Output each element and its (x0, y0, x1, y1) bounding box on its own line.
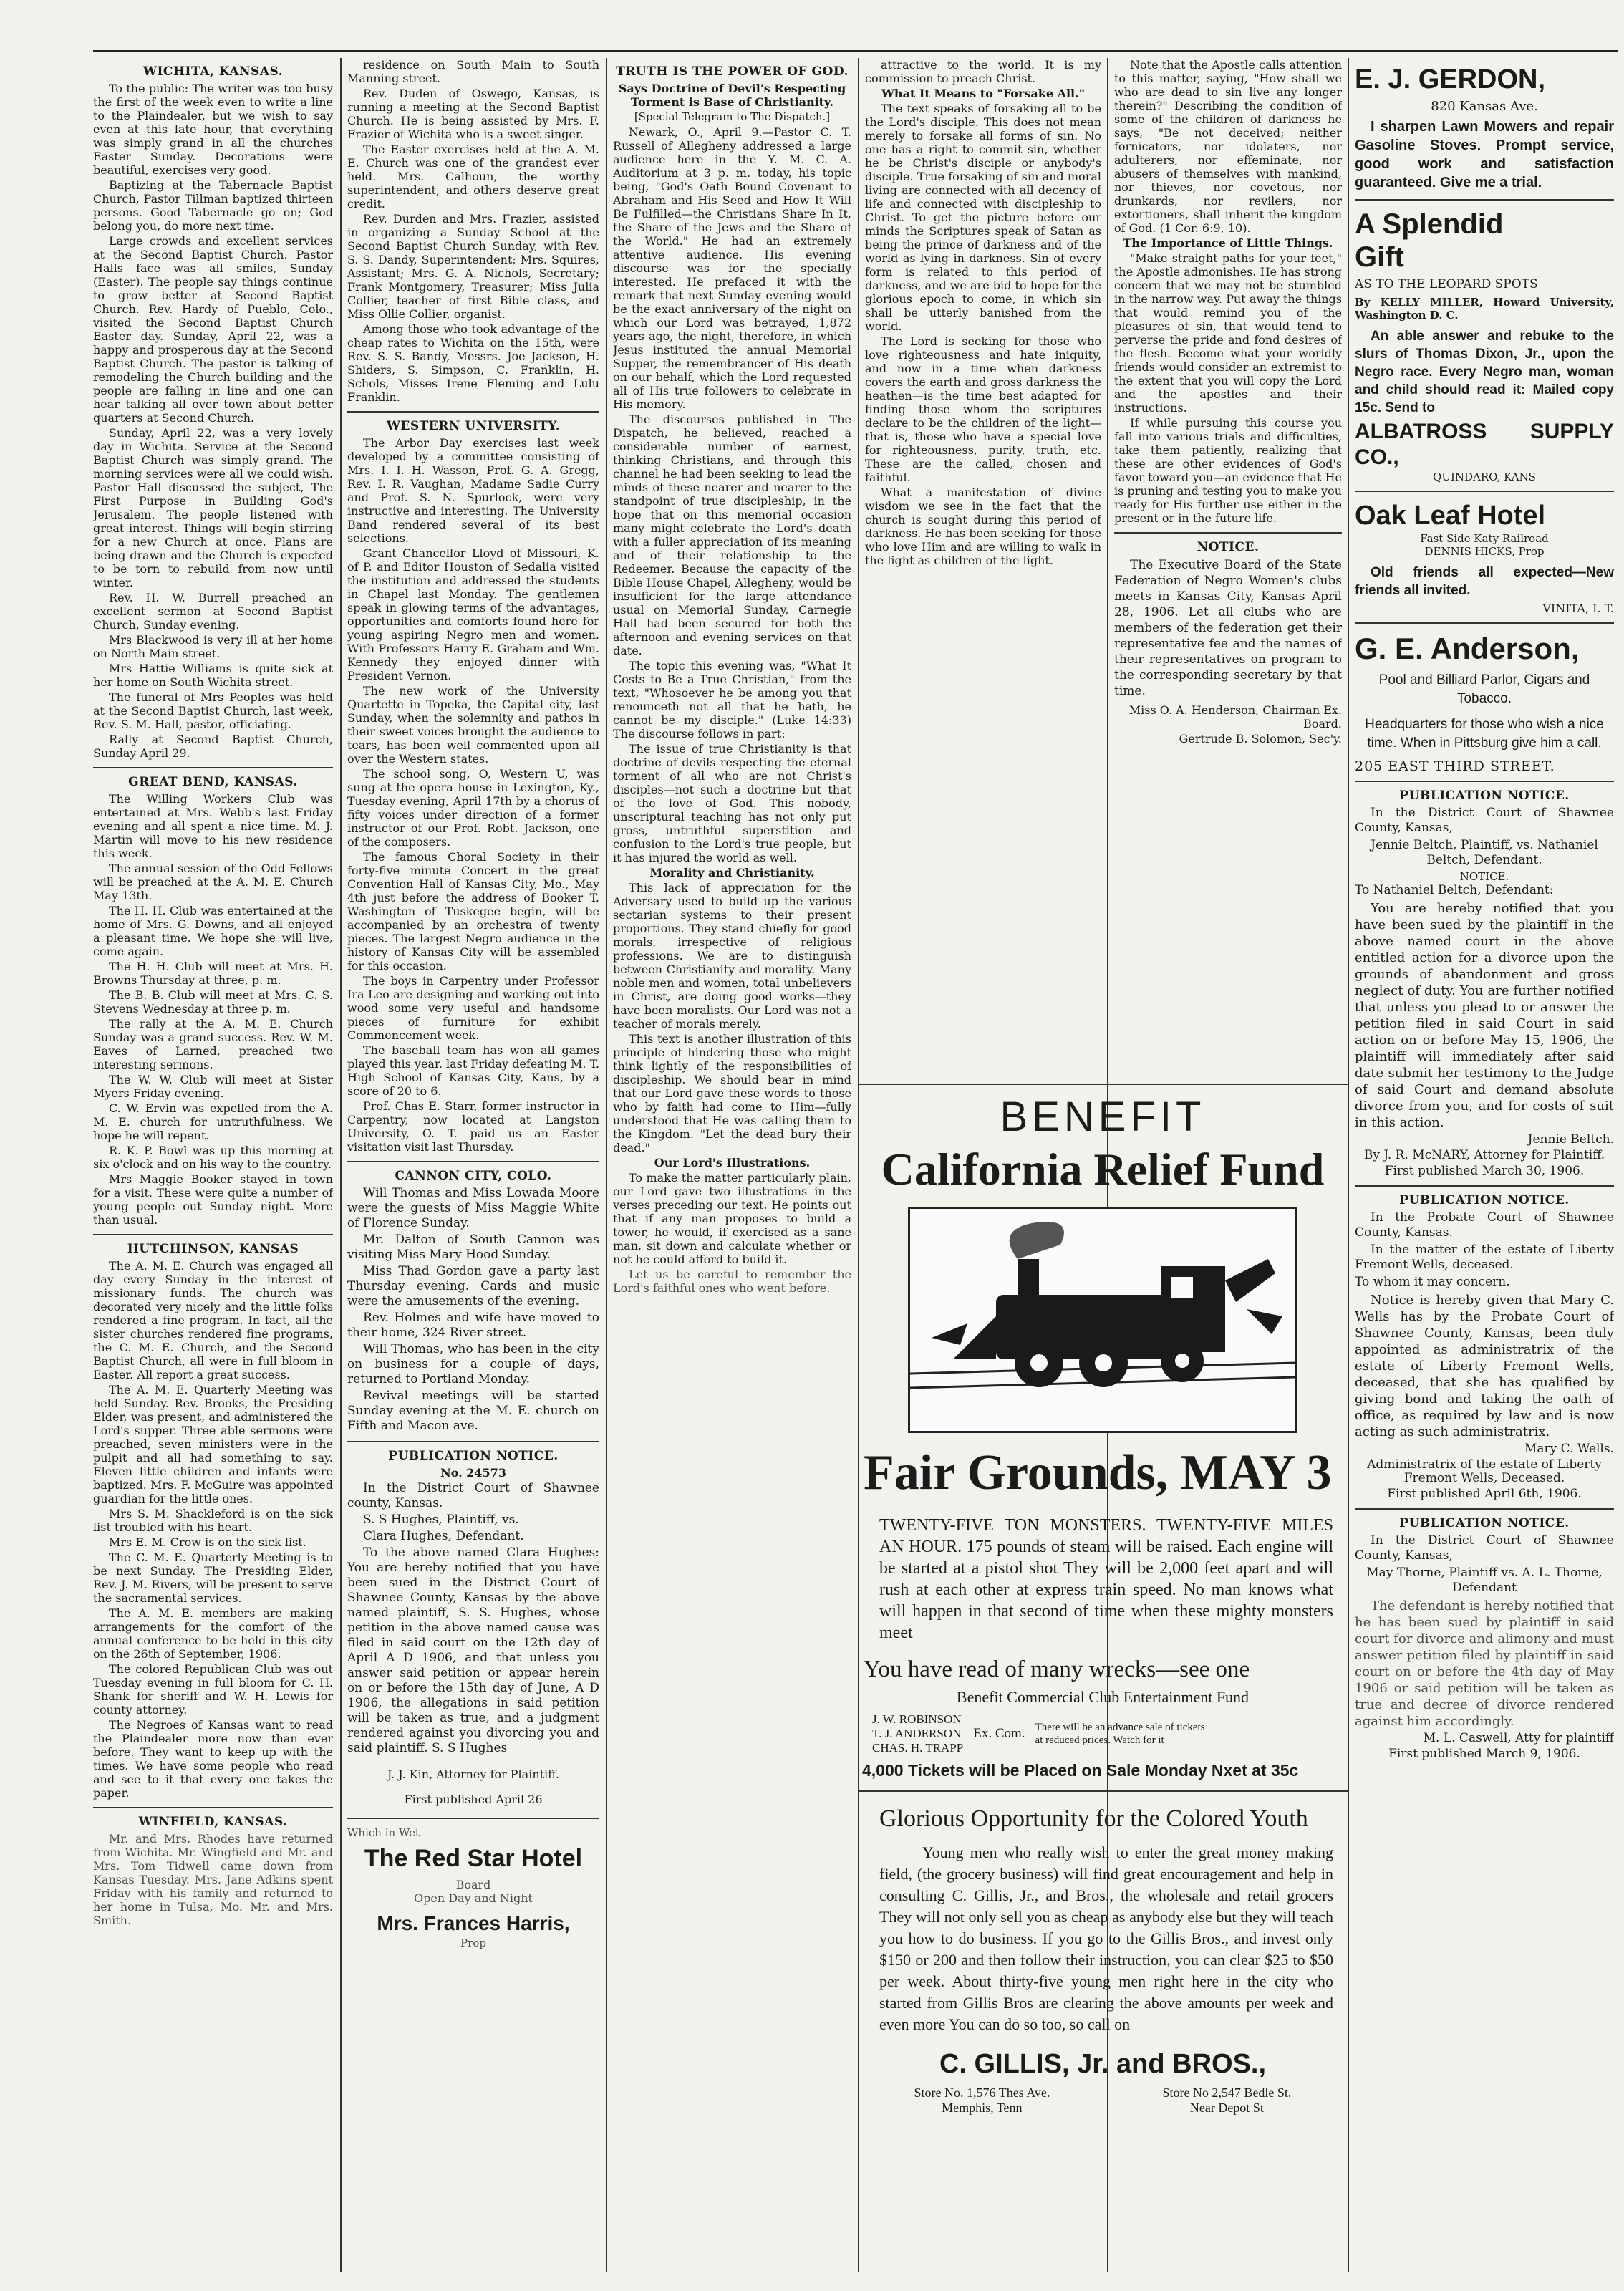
legal-court: In the District Court of Shawnee County, Kansas, (1355, 1533, 1614, 1563)
committee-names: J. W. ROBINSON T. J. ANDERSON CHAS. H. TRAPP (872, 1712, 964, 1755)
headline-publication-notice: PUBLICATION NOTICE. (388, 1449, 559, 1463)
anderson-address: 205 EAST THIRD STREET. (1355, 758, 1555, 774)
section-heading: Morality and Christianity. (649, 866, 815, 879)
publication-notice-heading: PUBLICATION NOTICE. (1399, 1193, 1570, 1207)
headline-cannon-city: CANNON CITY, COLO. (395, 1169, 552, 1183)
article-paragraph: This lack of appreciation for the Adversary used to build up the various sectarian systems to their present proportions. They stand chiefly for good morals, irrespective of religious professions. We are to distinguish between Christianity and morality. Many noble men and women, total unbelievers in Christ, are doing good works—they have been moralists. Our Lord was not a teacher of morals merely. (613, 881, 851, 1031)
gillis-body: Young men who really wish to enter the great money making field, (the grocery business) will find great encouragement and help in consulting C. Gillis, Jr., and Bros., the wholesale and retail grocers They will not only sell you as cheap as anybody else but they will teach you how to do business. If you go to the Gillis Bros., and invest only $150 or 200 and then follow their instruction, you can clear $25 to $50 per week. About thirty-five young men right here in the city who started from Gillis Bros are clearing the above amounts per week and even more You can do so too, so call on (879, 1843, 1333, 2033)
article-paragraph: The funeral of Mrs Peoples was held at the Second Baptist Church, last week, Rev. S. M. Hall, pastor, officiating. (93, 690, 333, 731)
article-paragraph: The new work of the University Quartette in Topeka, the Capital city, last Sunday, when the solemnity and pathos in their sweet voices brought the audience to tears, has been well commented upon all over the Western states. (347, 684, 599, 766)
relief-fund-title: California Relief Fund (881, 1144, 1325, 1195)
committee-label: Ex. Com. (973, 1726, 1025, 1741)
gillis-near: Near Depot St (1189, 2101, 1264, 2115)
column-rule (1348, 58, 1349, 2272)
legal-published: First published March 9, 1906. (1388, 1747, 1580, 1761)
article-paragraph: "Make straight paths for your feet," the Apostle admonishes. He has strong concern that we may not be stumbled in the narrow way. Put away the things that would remind you of the pleasures of sin, that would tend to perverse the pride and fond desires of the flesh. Become what your worldly friends would consider an extremist to the extent that you will copy the Lord and the apostles and their instructions. (1114, 251, 1342, 415)
article-paragraph: To the public: The writer was too busy the first of the week even to write a line to the Plaindealer, but we wish to say even at this late hour, that everything was simply grand in all the churches Easter Sunday. Decorations were beautiful, exercises very good. (93, 82, 333, 177)
article-paragraph: The C. M. E. Quarterly Meeting is to be next Sunday. The Presiding Elder, Rev. J. M. Rivers, will be present to serve the sacramental services. (93, 1550, 333, 1605)
legal-body: Notice is hereby given that Mary C. Wells has by the Probate Court of Shawnee County, Kansas, been duly appointed as administratrix of the estate of Liberty Fremont Wells, deceased, that she has qualified by giving bond and taking the oath of office, as required by law and is now acting as such administratrix. (1355, 1293, 1614, 1439)
article-paragraph: R. K. P. Bowl was up this morning at six o'clock and on his way to the country. (93, 1144, 333, 1171)
fair-grounds-date: Fair Grounds, MAY 3 (864, 1445, 1332, 1500)
article-paragraph: Will Thomas, who has been in the city on business for a couple of days, returned to Portland Monday. (347, 1342, 599, 1386)
divider (93, 767, 333, 768)
article-paragraph: The discourses published in The Dispatch, he believed, reached a considerable number of earnest, thinking Christians, and through this channel he had been seeking to lead the minds of these nearer and nearer to the standpoint of true discipleship, in the hope that on this memorial occasion many might celebrate the Lord's death with a fuller appreciation of its meaning and of their relationship to the Redeemer. Because the capacity of the Bible House Chapel, Allegheny, would be insufficient for the large attendance usual on Memorial Sunday, Carnegie Hall had been secured for both the afternoon and evening services on that date. (613, 413, 851, 657)
notice-paragraph: The Executive Board of the State Federation of Negro Women's clubs meets in Kansas City, Kansas April 28, 1906. Let all clubs who are members of the federation get their representative fee and the names of their representatives on program to the corresponding secretary by that time. (1114, 558, 1342, 698)
headline-western-university: WESTERN UNIVERSITY. (386, 419, 561, 433)
notice-signature: Gertrude B. Solomon, Sec'y. (1179, 732, 1342, 746)
article-paragraph: Sunday, April 22, was a very lovely day in Wichita. Service at the Second Baptist Church was simply grand. The morning services were all we could wish. Pastor Hall discussed the subject, The First Purpose in Building God's Jerusalem. The people listened with great interest. Things will begin stirring for a new Church at once. Plans are being drawn and the Church is expected to be torn to rebuild from now until winter. (93, 426, 333, 589)
article-paragraph: The colored Republican Club was out Tuesday evening in full bloom for C. H. Shank for sheriff and W. H. Lewis for county attorney. (93, 1662, 333, 1717)
benefit-ad (858, 1084, 1348, 2274)
legal-paragraph: In the District Court of Shawnee county, Kansas. (347, 1481, 599, 1510)
legal-parties: Jennie Beltch, Plaintiff, vs. Nathaniel Beltch, Defendant. (1371, 838, 1598, 867)
column-ads-notices (1355, 58, 1614, 2271)
gerdon-title: E. J. GERDON, (1355, 64, 1546, 95)
divider (347, 1818, 599, 1819)
oak-leaf-city: VINITA, I. T. (1542, 602, 1614, 615)
column-local-news (347, 58, 599, 2271)
attorney-signature: J. J. Kin, Attorney for Plaintiff. (387, 1767, 560, 1781)
locomotive-illustration (908, 1207, 1297, 1433)
leopard-body: An able answer and rebuke to the slurs of Thomas Dixon, Jr., upon the Negro race. Every Negro man, woman and child should read it: Mailed copy 15c. Send to (1355, 329, 1614, 415)
anderson-title: G. E. Anderson, (1355, 632, 1580, 665)
publication-notice-heading: PUBLICATION NOTICE. (1399, 1516, 1570, 1530)
headline-truth: TRUTH IS THE POWER OF GOD. (616, 64, 849, 79)
newspaper-page (93, 50, 1618, 2280)
divider (93, 1807, 333, 1808)
albatross-city: QUINDARO, KANS (1433, 471, 1536, 483)
leopard-title: AS TO THE LEOPARD SPOTS (1355, 277, 1538, 291)
article-paragraph: The text speaks of forsaking all to be the Lord's disciple. This does not mean merely to forsake all forms of sin. No one has a right to commit sin, whether he be Christ's disciple or anybody's disciple. True forsaking of sin and moral living are connected with all decency of life and connected with discipleship to Christ. To get the picture before our minds the Scriptures speak of Satan as being the prince of darkness and of the world as lying in darkness. Sin of every form is related to this period of darkness, and we are bid to hope for the glorious epoch to come, in which sin shall be utterly banished from the world. (865, 102, 1101, 333)
splendid-title: A Splendid (1355, 208, 1504, 240)
article-paragraph: The W. W. Club will meet at Sister Myers Friday evening. (93, 1073, 333, 1100)
article-paragraph: The H. H. Club was entertained at the home of Mrs. G. Downs, and all enjoyed a pleasant time. We hope she will live, come again. (93, 904, 333, 958)
hotel-ad-head: Which in Wet (347, 1826, 420, 1839)
article-paragraph: Mrs Maggie Booker stayed in town for a visit. These were quite a number of young people out Sunday night. More than usual. (93, 1172, 333, 1227)
headline-notice: NOTICE. (1197, 540, 1260, 554)
article-paragraph: To make the matter particularly plain, our Lord gave two illustrations in the verses preceding our text. He points out that if any man proposes to build a tower, he would, if exercised as a sane man, sit down and calculate whether or not he could afford to build it. (613, 1171, 851, 1266)
article-paragraph: The Easter exercises held at the A. M. E. Church was one of the grandest ever held. Mrs. Calhoun, the worthy superintendent, and others deserve great credit. (347, 143, 599, 211)
oak-leaf-prop: DENNIS HICKS, Prop (1424, 545, 1545, 558)
column-rule (340, 58, 342, 2272)
headline-hutchinson: HUTCHINSON, KANSAS (127, 1242, 299, 1256)
subheadline: Says Doctrine of Devil's Respecting Torment is Base of Christianity. (618, 82, 846, 109)
article-paragraph: Note that the Apostle calls attention to this matter, saying, "How shall we who are dead to sin live any longer therein?" Describing the condition of some of the children of darkness he says, "Be not deceived; neither fornicators, nor idolaters, nor adulterers, nor effeminate, nor abusers of themselves with mankind, nor thieves, nor covetous, nor drunkards, nor revilers, nor extortioners, shall inherit the kingdom of God. (1 Cor. 6:9, 10). (1114, 58, 1342, 235)
gerdon-body: I sharpen Lawn Mowers and repair Gasoline Stoves. Prompt service, good work and satisfaction guaranteed. Give me a trial. (1355, 119, 1614, 190)
divider (347, 1441, 599, 1442)
article-paragraph: Prof. Chas E. Starr, former instructor in Carpentry, now located at Langston University, O. T. paid us an Easter visitation visit last Thursday. (347, 1099, 599, 1154)
divider (347, 411, 599, 413)
oak-leaf-title: Oak Leaf Hotel (1355, 501, 1546, 531)
article-paragraph: Mr. Dalton of South Cannon was visiting Miss Mary Hood Sunday. (347, 1233, 599, 1262)
article-paragraph: Rev. Holmes and wife have moved to their home, 324 River street. (347, 1311, 599, 1340)
article-paragraph: Mrs E. M. Crow is on the sick list. (109, 1535, 306, 1549)
hotel-hours: Open Day and Night (414, 1891, 533, 1905)
divider (347, 1161, 599, 1162)
article-paragraph: The A. M. E. Church was engaged all day every Sunday in the interest of missionary funds. The church was decorated very nicely and the little folks rendered a fine program. In fact, all the sister churches rendered fine programs, the C. M. E. Church, and the Second Baptist Church, all were in full bloom in Easter. All report a great success. (93, 1259, 333, 1381)
article-paragraph: The topic this evening was, "What It Costs to Be a True Christian," from the text, "Whosoever he be among you that renounceth not all that he hath, he cannot be my disciple." (Luke 14:33) The discourse follows in part: (613, 659, 851, 741)
hotel-prop-label: Prop (460, 1937, 486, 1949)
divider (1114, 532, 1342, 534)
gillis-store-1: Store No. 1,576 Thes Ave. (914, 2085, 1050, 2100)
article-paragraph: The Negroes of Kansas want to read the Plaindealer more now than ever before. They want to keep up with the times. We have some people who read and see to it that every one takes the paper. (93, 1718, 333, 1800)
legal-attorney: By J. R. McNARY, Attorney for Plaintiff. (1363, 1148, 1605, 1162)
wrecks-line: You have read of many wrecks—see one (864, 1656, 1250, 1682)
section-heading: What It Means to "Forsake All." (881, 87, 1086, 100)
article-paragraph: The baseball team has won all games played this year. last Friday defeating M. T. High School of Kansas City, Kans, by a score of 20 to 6. (347, 1043, 599, 1098)
article-paragraph: The H. H. Club will meet at Mrs. H. Browns Thursday at three, p. m. (93, 960, 333, 987)
train-wreck-icon (910, 1209, 1295, 1427)
article-paragraph: Rally at Second Baptist Church, Sunday April 29. (93, 733, 333, 760)
article-paragraph: This text is another illustration of this principle of hindering those who might think lightly of the responsibilities of discipleship. We should bear in mind that our Lord gave these words to those who by faith had come to Him—fully understood that He was calling them to the Kingdom. "Let the dead bury their dead." (613, 1032, 851, 1154)
legal-body: The defendant is hereby notified that he has been sued by plaintiff in said court for divorce and alimony and must answer petition filed by plaintiff in said court on or before the 4th day of May 1906 or said petition will be taken as true and decree of divorce rendered against him accordingly. (1355, 1598, 1614, 1729)
article-paragraph: The Willing Workers Club was entertained at Mrs. Webb's last Friday evening and all spent a nice time. M. J. Martin will move to his new residence this week. (93, 792, 333, 860)
article-paragraph: Mrs Hattie Williams is quite sick at her home on South Wichita street. (93, 662, 333, 689)
leopard-author: By KELLY MILLER, Howard University, Washington D. C. (1355, 296, 1614, 322)
gillis-store-2: Store No 2,547 Bedle St. (1162, 2085, 1292, 2100)
article-paragraph: The A. M. E. members are making arrangements for the comfort of the annual conference to be held in this city on the 26th of September, 1906. (93, 1606, 333, 1661)
dateline: [Special Telegram to The Dispatch.] (634, 110, 831, 123)
benefit-description: TWENTY-FIVE TON MONSTERS. TWENTY-FIVE MILES AN HOUR. 175 pounds of steam will be raised. Each engine will be started at a pistol shot They will be 2,000 feet apart and will rush at each other at express train speed. No man knows what will happen in that second of time when these mighty monsters meet (879, 1516, 1333, 1642)
legal-notice-label: NOTICE. (1459, 870, 1509, 883)
article-paragraph: Let us be careful to remember the Lord's faithful ones who went before. (613, 1268, 851, 1295)
notice-signature: Miss O. A. Henderson, Chairman Ex. Board. (1128, 703, 1342, 730)
oak-leaf-rail: Fast Side Katy Railroad (1420, 532, 1549, 545)
article-paragraph: The boys in Carpentry under Professor Ira Leo are designing and working out into wood some very useful and handsome pieces of furniture for exhibit Commencement week. (347, 974, 599, 1042)
legal-signature: Jennie Beltch. (1527, 1132, 1614, 1147)
article-paragraph: What a manifestation of divine wisdom we see in the fact that the church is sought during this period of darkness. He has been seeking for those who love Him and are willing to walk in the light as children of the light. (865, 486, 1101, 567)
article-paragraph: Mrs S. M. Shackleford is on the sick list troubled with his heart. (93, 1507, 333, 1534)
legal-paragraph: To the above named Clara Hughes: You are hereby notified that you have been sued in the District Court of Shawnee County, Kansas by the above named plaintiff, S. S. Hughes, whose petition in the above named cause was filed in said court on the 12th day of April A D 1906, and that unless you answer said petition or appear herein on or before the 15th day of June, A D 1906, the allegations in said petition will be taken as true, and a judgment rendered against you divorcing you and said plaintiff. S. S Hughes (347, 1545, 599, 1755)
gillis-title: Glorious Opportunity for the Colored Youth (879, 1805, 1308, 1832)
article-paragraph: Baptizing at the Tabernacle Baptist Church, Pastor Tillman baptized thirteen persons. Good Tabernacle go on; God belong you, do more next time. (93, 178, 333, 233)
article-paragraph: Rev. Duden of Oswego, Kansas, is running a meeting at the Second Baptist Church. He is being assisted by Mrs. F. Frazier of Wichita who is a sweet singer. (347, 87, 599, 141)
article-paragraph: Rev. Durden and Mrs. Frazier, assisted in organizing a Sunday School at the Second Baptist Church Sunday, with Rev. S. S. Dandy, Superintendent; Mrs. Squires, Assistant; Mrs. G. A. Nichols, Secretary; Frank Montgomery, Treasurer; Miss Julia Collier, teacher of first Bible class, and Miss Ollie Collier, organist. (347, 212, 599, 321)
article-paragraph: Among those who took advantage of the cheap rates to Wichita on the 15th, were Rev. S. S. Bandy, Messrs. Joe Jackson, H. Shiders, S. Simpson, C. Franklin, H. Schols, Misses Irene Fleming and Lulu Franklin. (347, 322, 599, 404)
article-paragraph: Newark, O., April 9.—Pastor C. T. Russell of Allegheny addressed a large audience here in the Y. M. C. A. Auditorium at 3 p. m. today, his topic being, "God's Oath Bound Covenant to Abraham and His Seed and How It Will Be Fulfilled—the Christians Share In It, the Share of the Jews and the Share of the World." He had an extremely attentive audience. His evening discourse was for the specially interested. He prefaced it with the remark that next Sunday evening would be the exact anniversary of the night on which our Lord was betrayed, 1,872 years ago, the night, therefore, in which Jesus instituted the annual Memorial Supper, the remembrancer of His death on our behalf, which the Lord requested all of His true followers to celebrate in His memory. (613, 125, 851, 411)
divider (1355, 199, 1614, 201)
legal-addressee: To whom it may concern. (1355, 1275, 1510, 1289)
hotel-board: Board (455, 1878, 491, 1891)
divider (1355, 1185, 1614, 1187)
divider (1355, 781, 1614, 782)
tickets-line: 4,000 Tickets will be Placed on Sale Monday Nxet at 35c (862, 1761, 1299, 1780)
benefit-title: BENEFIT (1000, 1094, 1206, 1140)
legal-published: First published March 30, 1906. (1384, 1164, 1585, 1178)
oak-leaf-body: Old friends all expected—New friends all invited. (1355, 565, 1614, 598)
article-paragraph: Large crowds and excellent services at the Second Baptist Church. Pastor Halls face was all smiles, Sunday (Easter). The people say things continue to grow better at Second Baptist Church. Rev. Hardy of Pueblo, Colo., visited the Second Baptist Church Easter day. Sunday, April 22, was a happy and prosperous day at the Second Baptist Church. The pastor is talking of remodeling the Church building and the people are falling in line and one can hear talking all over town about better quarters at Second Church. (93, 234, 333, 425)
legal-paragraph: Clara Hughes, Defendant. (363, 1529, 524, 1543)
column-sermon-end (1114, 58, 1342, 1075)
article-paragraph: If while pursuing this course you fall into various trials and difficulties, take them patiently, realizing that these are other evidences of God's favor toward you—an evidence that He is pruning and testing you to make you ready for His further use either in the present or in the future life. (1114, 416, 1342, 525)
committee-block (872, 1712, 1333, 1755)
gillis-stores (858, 2085, 1348, 2101)
divider (93, 1234, 333, 1235)
gerdon-address: 820 Kansas Ave. (1431, 99, 1538, 114)
article-paragraph: Mrs Blackwood is very ill at her home on North Main street. (93, 633, 333, 660)
case-number: No. 24573 (440, 1466, 506, 1480)
published-date: First published April 26 (404, 1793, 543, 1806)
article-paragraph: The Arbor Day exercises last week developed by a committee consisting of Mrs. I. I. H. Wasson, Prof. G. A. Gregg, Rev. I. R. Vaughan, Madame Sadie Curry and Prof. S. N. Spurlock, were very instructive and interesting. The University Band rendered several of its best selections. (347, 436, 599, 545)
publication-notice-heading: PUBLICATION NOTICE. (1399, 788, 1570, 803)
article-paragraph: Revival meetings will be started Sunday evening at the M. E. church on Fifth and Macon ave. (347, 1389, 599, 1433)
article-paragraph: The school song, O, Western U, was sung at the opera house in Lexington, Ky., Tuesday evening, April 17th by a chorus of fifty voices under direction of a former instructor of our Prof. Robt. Jackson, one of the composers. (347, 767, 599, 849)
article-paragraph: The Lord is seeking for those who love righteousness and hate iniquity, and now in a time when darkness covers the earth and gross darkness the heathen—is the time best adapted for finding those whom the scriptures declare to be the children of the light—that is, those who have a special love for righteousness, purity, truth, etc. These are the called, chosen and faithful. (865, 334, 1101, 484)
section-heading: The Importance of Little Things. (1123, 236, 1333, 250)
article-paragraph: Grant Chancellor Lloyd of Missouri, K. of P. and Editor Houston of Sedalia visited the institution and addressed the students in Chapel last Monday. The gentlemen speak in glowing terms of the advantages, opportunities and comforts found here for young aspiring Negro men and women. With Professors Harry E. Graham and Wm. Kennedy they enjoyed dinner with President Vernon. (347, 546, 599, 683)
section-heading: Our Lord's Illustrations. (654, 1156, 811, 1169)
advance-sale-note: There will be an advance sale of tickets at reduced prices. Watch for it (1035, 1722, 1205, 1746)
article-paragraph: The B. B. Club will meet at Mrs. C. S. Stevens Wednesday at three p. m. (93, 988, 333, 1016)
column-rule (606, 58, 607, 2272)
anderson-subtitle: Pool and Billiard Parlor, Cigars and Tobacco. (1378, 672, 1590, 706)
legal-administratrix: Administratrix of the estate of Liberty Fremont Wells, Deceased. (1367, 1457, 1602, 1485)
headline-great-bend: GREAT BEND, KANSAS. (128, 775, 298, 789)
red-star-hotel-title: The Red Star Hotel (364, 1845, 583, 1872)
divider (1355, 622, 1614, 624)
hotel-proprietor: Mrs. Frances Harris, (377, 1912, 570, 1934)
gift-title: Gift (1355, 241, 1404, 273)
legal-paragraph: S. S Hughes, Plaintiff, vs. (363, 1513, 519, 1527)
column-sermon-continued (865, 58, 1101, 1075)
article-paragraph: C. W. Ervin was expelled from the A. M. E. church for untruthfulness. We hope he will repent. (93, 1101, 333, 1142)
divider (1355, 491, 1614, 492)
column-wichita (93, 58, 333, 2271)
article-paragraph: attractive to the world. It is my commission to preach Christ. (865, 58, 1101, 85)
legal-matter: In the matter of the estate of Liberty Fremont Wells, deceased. (1355, 1243, 1614, 1272)
legal-body: You are hereby notified that you have been sued by the plaintiff in the above named court in the above entitled action for a divorce upon the grounds of abandonment and gross neglect of duty. You are further notified that unless you plead to or answer the petition filed in said Court in said action on or before May 15, 1906, the plaintiff will immediately after said date submit her testimony to the Judge of said Court and demand absolute divorce from you, and for costs of suit in this action. (1355, 901, 1614, 1130)
article-paragraph: The issue of true Christianity is that doctrine of devils respecting the eternal torment of all who are not Christ's disciples—not such a doctrine but that of the love of God. This nobody, unscriptural teaching has not only put gross, untruthful superstition and confusion to the Lord's true people, but it has injured the world as well. (613, 742, 851, 864)
article-paragraph: The annual session of the Odd Fellows will be preached at the A. M. E. Church May 13th. (93, 862, 333, 902)
gillis-city: Memphis, Tenn (942, 2101, 1023, 2115)
article-paragraph: The A. M. E. Quarterly Meeting was held Sunday. Rev. Brooks, the Presiding Elder, was present, and administered the Lord's supper. Three able sermons were preached, seven ministers were in the pulpit and all had something to say. Eleven little children and infants were baptized. Mrs. F. McGuire was appointed guardian for the little ones. (93, 1383, 333, 1505)
legal-addressee: To Nathaniel Beltch, Defendant: (1355, 883, 1554, 897)
legal-parties: May Thorne, Plaintiff vs. A. L. Thorne, Defendant (1366, 1566, 1603, 1595)
article-paragraph: Rev. H. W. Burrell preached an excellent sermon at Second Baptist Church, Sunday evening. (93, 591, 333, 632)
article-paragraph: Mr. and Mrs. Rhodes have returned from Wichita. Mr. Wingfield and Mr. and Mrs. Tom Tidwell came down from Kansas Tuesday. Mrs. Jane Adkins spent Friday with his family and returned to her home in Tulsa, Mo. Mr. and Mrs. Smith. (93, 1832, 333, 1927)
legal-court: In the District Court of Shawnee County, Kansas, (1355, 806, 1614, 835)
headline-wichita: WICHITA, KANSAS. (142, 64, 284, 79)
column-sermon (613, 58, 851, 2271)
anderson-body: Headquarters for those who wish a nice time. When in Pittsburg give him a call. (1365, 717, 1604, 751)
gillis-location (858, 2101, 1348, 2116)
legal-published: First published April 6th, 1906. (1387, 1487, 1582, 1501)
legal-court: In the Probate Court of Shawnee County, Kansas. (1355, 1210, 1614, 1240)
article-paragraph: residence on South Main to South Manning street. (347, 58, 599, 85)
gillis-name: C. GILLIS, Jr. and BROS., (939, 2049, 1267, 2079)
headline-winfield: WINFIELD, KANSAS. (138, 1815, 288, 1829)
article-paragraph: Miss Thad Gordon gave a party last Thursday evening. Cards and music were the amusements of the evening. (347, 1264, 599, 1308)
article-paragraph: Will Thomas and Miss Lowada Moore were the guests of Miss Maggie White of Florence Sunday. (347, 1186, 599, 1230)
benefit-fund-line: Benefit Commercial Club Entertainment Fund (956, 1688, 1250, 1706)
divider (1355, 1508, 1614, 1510)
legal-signature: Mary C. Wells. (1524, 1442, 1614, 1456)
article-paragraph: The famous Choral Society in their forty-five minute Concert in the great Convention Hall of Kansas City, Mo., May 4th just before the address of Booker T. Washington of Tuskegee begin, will be accompanied by an orchestra of twenty pieces. The largest Negro audience in the history of Kansas City will be assembled for this occasion. (347, 850, 599, 973)
legal-signature: M. L. Caswell, Atty for plaintiff (1423, 1731, 1614, 1745)
article-paragraph: The rally at the A. M. E. Church Sunday was a grand success. Rev. W. M. Eaves of Larned, preached two interesting sermons. (93, 1017, 333, 1071)
albatross-title: ALBATROSS SUPPLY CO., (1355, 420, 1614, 469)
